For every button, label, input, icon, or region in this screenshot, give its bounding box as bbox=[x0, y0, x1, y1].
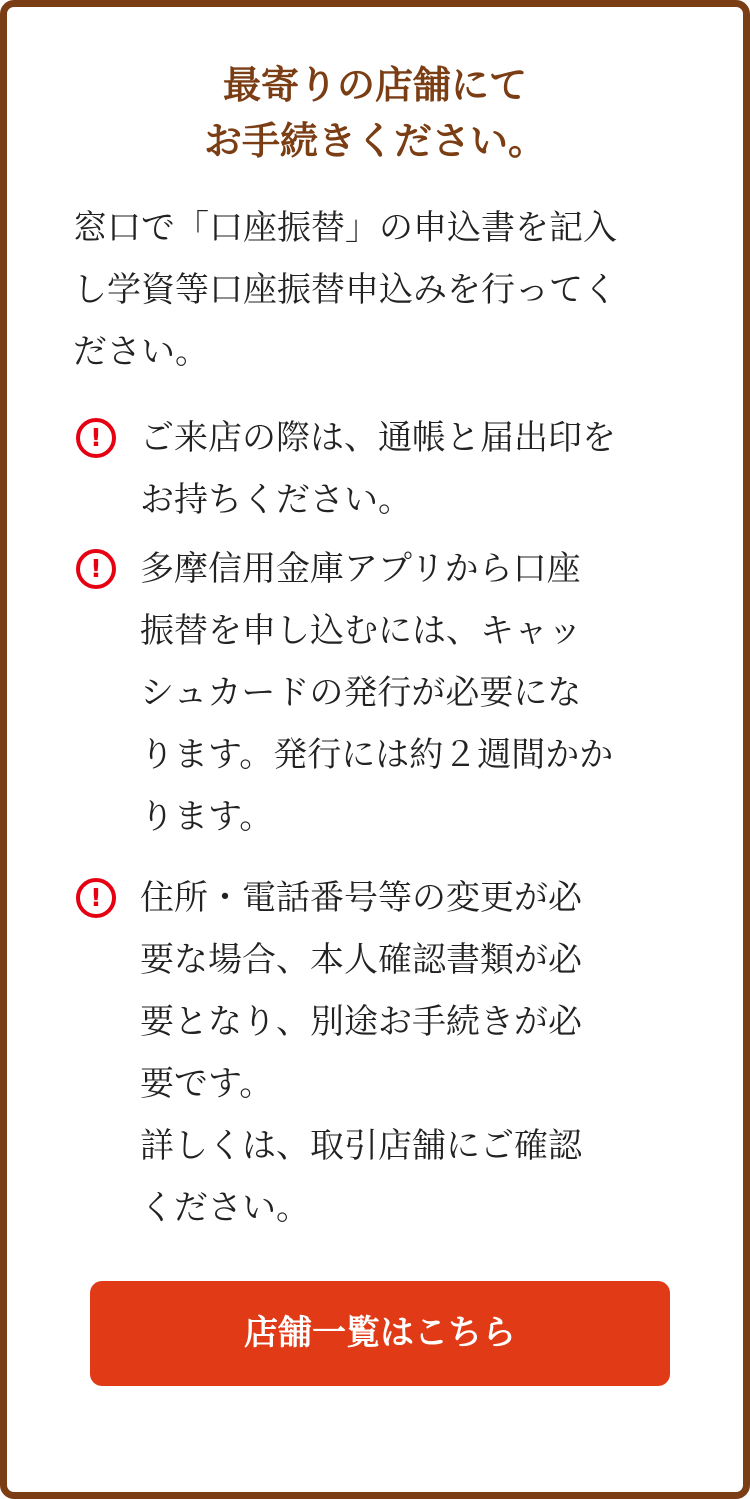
intro-line: ださい。 bbox=[73, 332, 209, 372]
note-line: 要です。 bbox=[140, 1064, 274, 1104]
note-line: 振替を申し込むには、キャッ bbox=[140, 611, 582, 651]
note-line: お持ちください。 bbox=[140, 480, 412, 520]
title-line-1: 最寄りの店舗にて bbox=[222, 63, 527, 107]
intro-line: し学資等口座振替申込みを行ってく bbox=[73, 270, 617, 310]
note-text bbox=[140, 538, 680, 848]
alert-circle-icon: ! bbox=[76, 878, 116, 918]
branch-list-button[interactable]: 店舗一覧はこちら bbox=[90, 1281, 670, 1386]
note-line: ります。 bbox=[140, 797, 274, 837]
intro-line: 窓口で「口座振替」の申込書を記入 bbox=[73, 208, 617, 248]
page-title bbox=[7, 57, 743, 169]
note-text bbox=[140, 407, 680, 531]
alert-circle-icon: ! bbox=[76, 418, 116, 458]
note-line: 詳しくは、取引店舗にご確認 bbox=[140, 1126, 582, 1166]
note-line: 要な場合、本人確認書類が必 bbox=[140, 940, 582, 980]
note-line: シュカードの発行が必要にな bbox=[140, 673, 582, 713]
note-line: ご来店の際は、通帳と届出印を bbox=[140, 418, 616, 458]
note-line: ください。 bbox=[140, 1188, 310, 1228]
note-line: 要となり、別途お手続きが必 bbox=[140, 1002, 582, 1042]
intro-text bbox=[73, 197, 683, 383]
title-line-2: お手続きください。 bbox=[203, 119, 546, 163]
alert-circle-icon: ! bbox=[76, 549, 116, 589]
note-text bbox=[140, 867, 680, 1239]
note-line: 住所・電話番号等の変更が必 bbox=[140, 878, 582, 918]
note-line: 多摩信用金庫アプリから口座 bbox=[140, 549, 581, 589]
note-line: ります。発行には約２週間かか bbox=[140, 735, 614, 775]
